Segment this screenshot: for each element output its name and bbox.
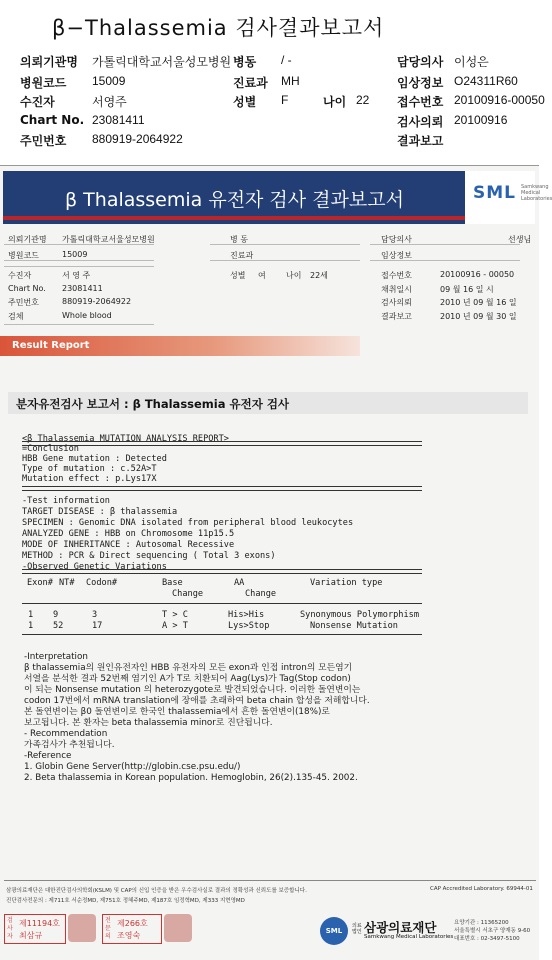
scanned-report	[0, 165, 552, 960]
table-header: Variation type	[310, 578, 383, 588]
info-value: 서 영 주	[62, 271, 91, 280]
table-cell: 3	[92, 610, 98, 620]
report-line: HBB Gene mutation : Detected	[22, 454, 167, 464]
info-label: 수진자	[8, 271, 32, 280]
test-info-line: -Test information	[22, 496, 110, 506]
info-label: 주민번호	[8, 298, 39, 307]
header-label: 성별	[233, 95, 257, 109]
header-value: 가톨릭대학교서울성모병원	[92, 55, 232, 69]
report-line: <β Thalassemia MUTATION ANALYSIS REPORT>	[22, 434, 229, 444]
org-english: Samkwang Medical Laboratories	[364, 934, 454, 940]
header-value: 이성은	[454, 55, 489, 69]
test-info-line: TARGET DISEASE : β thalassemia	[22, 507, 178, 517]
table-cell: A > T	[162, 621, 188, 631]
info-label: 채취일시	[381, 285, 412, 294]
report-banner	[3, 171, 552, 224]
header-value: 22	[356, 93, 370, 107]
header-label: Chart No.	[20, 113, 85, 127]
footer-physicians: 진단검사전문의 : 제711호 서순정MD, 제751호 정혜주MD, 제187호 임정혁MD, 제333 지현영MD	[6, 898, 245, 904]
interpretation-line: 2. Beta thalassemia in Korean population. Hemoglobin, 26(2).135-45. 2002.	[24, 773, 358, 783]
table-cell: His>His	[228, 610, 265, 620]
info-value: 23081411	[62, 284, 103, 293]
banner-title: β Thalassemia 유전자 검사 결과보고서	[65, 189, 404, 211]
sml-logo-subtitle: Samkwang Medical Laboratories	[521, 184, 552, 202]
stamp-side-label: 전문의	[105, 917, 111, 940]
table-header: Base	[162, 578, 183, 588]
age-label: 나이	[286, 271, 302, 280]
header-label: 담당의사	[397, 55, 444, 69]
double-rule	[22, 441, 422, 446]
table-cell: Lys>Stop	[228, 621, 270, 631]
interpretation-line: 보고됩니다. 본 환자는 beta thalassemia minor로 진단됩니다.	[24, 718, 273, 728]
interpretation-line: 본 돌연변이는 β0 돌연변이로 한국인 thalassemia에서 흔한 돌연변이(18%)로	[24, 707, 330, 717]
table-cell: 9	[53, 610, 59, 620]
info-value: 2010 년 09 월 16 일	[440, 298, 517, 307]
table-rule	[22, 603, 422, 604]
header-label: 나이	[323, 95, 347, 109]
footer-contact: 요양기관 : 11365200	[454, 920, 509, 926]
stamp-name: 조영숙	[117, 931, 141, 940]
table-header: Codon#	[86, 578, 118, 588]
physician-stamp	[102, 914, 162, 944]
divider-line	[4, 324, 154, 325]
divider-line	[4, 266, 154, 267]
info-value: 2010 년 09 월 30 일	[440, 312, 517, 321]
header-label: 수진자	[20, 95, 55, 109]
result-report-label: Result Report	[12, 340, 90, 351]
table-cell: Nonsense Mutation	[310, 621, 398, 631]
interpretation-line: 서열을 분석한 결과 52번째 염기인 A가 T로 치환되어 Aag(Lys)가 Tag(Stop codon)	[24, 674, 351, 684]
section-heading	[8, 392, 528, 414]
info-value: 880919-2064922	[62, 297, 132, 306]
sml-logo: SML	[473, 183, 516, 203]
info-label: 병원코드	[8, 251, 39, 260]
divider-line	[4, 260, 154, 261]
header-value: 23081411	[92, 113, 145, 127]
header-label: 주민번호	[20, 134, 67, 148]
header-label: 병원코드	[20, 76, 67, 90]
age-value: 22세	[310, 271, 328, 280]
table-cell: T > C	[162, 610, 188, 620]
info-label: 병 동	[230, 235, 248, 244]
stamp-side-label: 검사자	[7, 917, 13, 940]
header-label: 결과보고	[397, 134, 444, 148]
interpretation-line: codon 17번에서 mRNA translation에 장애를 초래하여 beta chain 합성을 저해합니다.	[24, 696, 370, 706]
test-info-line: -Observed Genetic Variations	[22, 562, 167, 572]
table-cell: 1	[28, 610, 34, 620]
report-line: =Conclusion	[22, 444, 79, 454]
stamp-license-no: 제11194호	[19, 919, 60, 928]
footer-divider	[4, 880, 536, 881]
footer-certification: 삼광의료재단은 대한진단검사의학회(KSLM) 및 CAP의 신입 인증을 받은 우수검사실로 결과의 정확성과 신뢰도를 보증합니다.	[6, 888, 307, 894]
footer-cap: CAP Accredited Laboratory. 69944-01	[430, 886, 533, 892]
header-value: F	[281, 93, 289, 107]
sml-circle-logo: SML	[320, 917, 348, 945]
footer-contact: 대표번호 : 02-3497-5100	[454, 936, 520, 942]
stamp-license-no: 제266호	[117, 919, 148, 928]
interpretation-line: -Reference	[24, 751, 72, 761]
info-label: 담당의사	[381, 235, 412, 244]
report-line: Mutation effect : p.Lys17X	[22, 474, 157, 484]
header-label: 의뢰기관명	[20, 55, 78, 69]
red-seal	[164, 914, 192, 942]
header-value: 880919-2064922	[92, 132, 183, 146]
header-value: O24311R60	[454, 74, 518, 88]
double-rule	[22, 486, 422, 491]
info-label: 의뢰기관명	[8, 235, 47, 244]
table-header: AA	[234, 578, 245, 588]
header-value: 서영주	[92, 95, 127, 109]
org-name: 삼광의료재단	[364, 920, 437, 935]
interpretation-line: 가족검사가 추천됩니다.	[24, 740, 115, 750]
typed-header	[0, 0, 545, 163]
report-line: Type of mutation : c.52A>T	[22, 464, 157, 474]
table-header: NT#	[59, 578, 75, 588]
org-prefix: 의료법인	[352, 923, 362, 935]
table-cell: Synonymous Polymorphism	[300, 610, 419, 620]
interpretation-line: -Interpretation	[24, 652, 88, 662]
info-value: 20100916 - 00050	[440, 270, 515, 279]
info-value: 15009	[62, 250, 88, 259]
divider-line	[4, 244, 154, 245]
header-label: 진료과	[233, 76, 268, 90]
info-value: Whole blood	[62, 311, 112, 320]
interpretation-line: - Recommendation	[24, 729, 108, 739]
header-label: 병동	[233, 55, 257, 69]
table-cell: 1	[28, 621, 34, 631]
info-value: 가톨릭대학교서울성모병원	[62, 235, 155, 244]
info-label: 진료과	[230, 251, 254, 260]
interpretation-line: β thalassemia의 원인유전자인 HBB 유전자의 모든 exon과 인접 intron의 모든염기	[24, 663, 353, 673]
interpretation-line: 1. Globin Gene Server(http://globin.cse.psu.edu/)	[24, 762, 241, 772]
info-label: 결과보고	[381, 312, 412, 321]
table-subheader: Change	[172, 589, 204, 599]
test-info-line: SPECIMEN : Genomic DNA isolated from peripheral blood leukocytes	[22, 518, 354, 528]
result-report-bar	[0, 336, 360, 356]
table-header: Exon#	[27, 578, 53, 588]
table-rule	[22, 634, 422, 635]
test-info-line: METHOD : PCR & Direct sequencing ( Total 3 exons)	[22, 551, 276, 561]
info-label: 검사의뢰	[381, 298, 412, 307]
info-label: 접수번호	[381, 271, 412, 280]
report-title: β−Thalassemia 검사결과보고서	[52, 16, 385, 40]
table-subheader: Change	[245, 589, 277, 599]
header-label: 접수번호	[397, 95, 444, 109]
test-info-line: ANALYZED GENE : HBB on Chromosome 11p15.5	[22, 529, 235, 539]
header-value: 20100916-00050	[454, 93, 545, 107]
double-rule	[22, 569, 422, 574]
info-label: 검체	[8, 312, 24, 321]
table-cell: 52	[53, 621, 64, 631]
header-label: 검사의뢰	[397, 115, 444, 129]
info-label: 임상정보	[381, 251, 412, 260]
inspector-stamp	[4, 914, 66, 944]
stamp-name: 최삼규	[19, 931, 43, 940]
section-title: 분자유전검사 보고서 : β Thalassemia 유전자 검사	[16, 397, 290, 411]
header-label: 임상정보	[397, 76, 444, 90]
interpretation-line: 이 되는 Nonsense mutation 의 heterozygote로 발견되었습니다. 이러한 돌연변이는	[24, 685, 361, 695]
info-value: 09 월 16 일 시	[440, 285, 494, 294]
footer-contact: 서울특별시 서초구 양재동 9-60	[454, 928, 531, 934]
header-value: / -	[281, 53, 292, 67]
info-label: Chart No.	[8, 284, 46, 293]
table-cell: 17	[92, 621, 103, 631]
header-value: 15009	[92, 74, 126, 88]
sex-value: 여	[258, 271, 266, 280]
header-value: MH	[281, 74, 300, 88]
red-seal	[68, 914, 96, 942]
info-value: 선생님	[508, 235, 532, 244]
banner-stripe	[3, 216, 465, 220]
sex-label: 성별	[230, 271, 246, 280]
test-info-line: MODE OF INHERITANCE : Autosomal Recessive	[22, 540, 235, 550]
header-value: 20100916	[454, 113, 508, 127]
